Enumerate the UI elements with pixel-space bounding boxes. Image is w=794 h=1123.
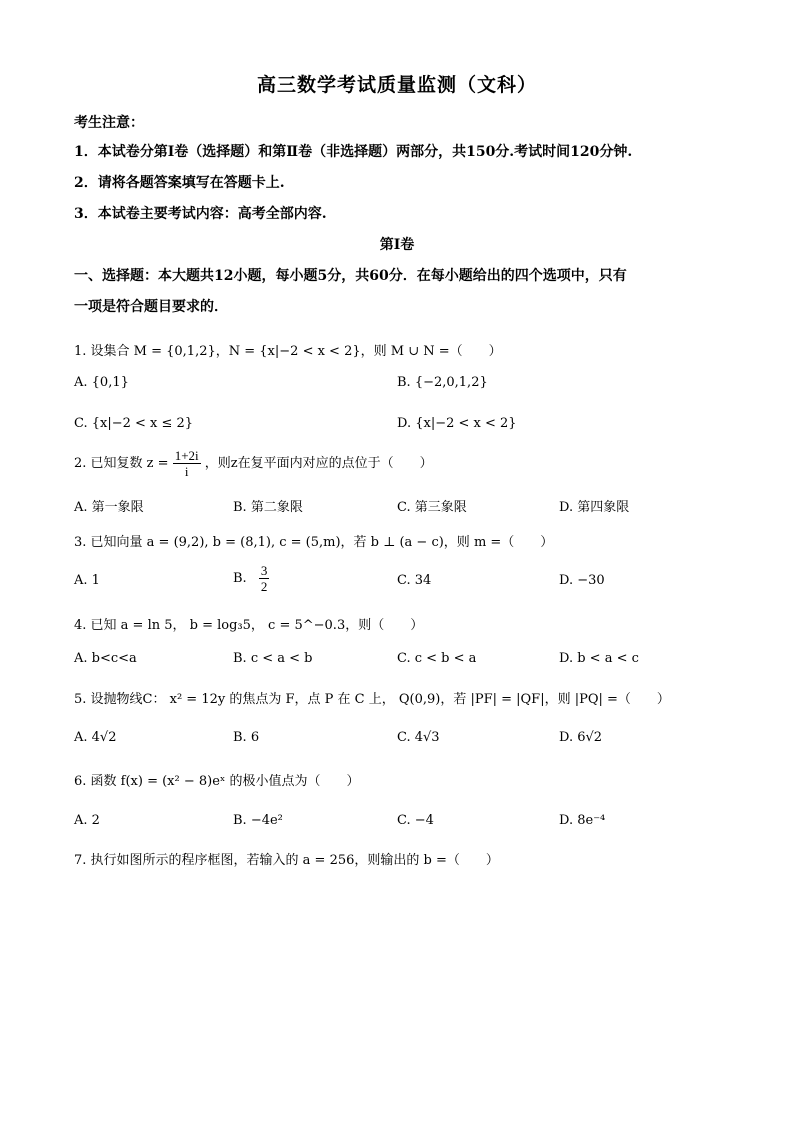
question-2-fraction <box>173 448 201 479</box>
question-2-frac-den: i <box>184 464 189 479</box>
question-6-option-d: D. 8e⁻⁴ <box>559 813 606 828</box>
question-6-stem: 6. 函数 f(x) = (x² − 8)eˣ 的极小值点为（ ） <box>74 774 360 789</box>
question-5-option-a: A. 4√2 <box>74 730 117 745</box>
part-title: 第Ⅰ卷 <box>379 237 415 253</box>
page-title: 高三数学考试质量监测（文科） <box>256 74 537 96</box>
question-6-option-b: B. −4e² <box>233 813 283 828</box>
question-2-stem-post: ，则z在复平面内对应的点位于（ ） <box>204 456 433 471</box>
question-3-option-b <box>233 563 269 594</box>
section-instruction-line2: 一项是符合题目要求的． <box>74 299 228 315</box>
question-6-option-a: A. 2 <box>74 813 100 828</box>
question-3-option-b-num: 3 <box>260 563 268 578</box>
question-3-option-b-fraction <box>259 563 270 594</box>
question-4-option-a: A. b<c<a <box>74 651 137 666</box>
question-4-stem: 4. 已知 a = ln 5， b = log₃5， c = 5^−0.3，则（ ） <box>74 618 424 633</box>
question-2-stem <box>74 448 433 479</box>
question-5-stem: 5. 设抛物线C： x² = 12y 的焦点为 F，点 P 在 C 上， Q(0,9)，若 |PF| = |QF|，则 |PQ| =（ ） <box>74 692 670 707</box>
question-3-stem: 3. 已知向量 a = (9,2), b = (8,1), c = (5,m)，若 b ⊥ (a − c)，则 m =（ ） <box>74 535 554 550</box>
question-2-frac-num: 1+2i <box>174 448 199 463</box>
section-instruction-line1: 一、选择题：本大题共12小题，每小题5分，共60分．在每小题给出的四个选项中，只有 <box>74 268 627 284</box>
notice-item-1: 1．本试卷分第Ⅰ卷（选择题）和第Ⅱ卷（非选择题）两部分，共150分.考试时间120分钟. <box>74 144 633 160</box>
notice-item-3: 3．本试卷主要考试内容：高考全部内容. <box>74 206 327 222</box>
question-3-option-d: D. −30 <box>559 573 605 588</box>
question-3-option-b-label: B. <box>233 571 247 586</box>
question-4-option-b: B. c < a < b <box>233 651 313 666</box>
question-2-option-d: D. 第四象限 <box>559 500 630 515</box>
question-1-option-b: B. {−2,0,1,2} <box>397 375 488 390</box>
question-2-option-b: B. 第二象限 <box>233 500 303 515</box>
notice-heading: 考生注意： <box>74 115 144 131</box>
question-1-option-a: A. {0,1} <box>74 375 129 390</box>
question-5-option-c: C. 4√3 <box>397 730 440 745</box>
question-3-option-a: A. 1 <box>74 573 100 588</box>
question-5-option-b: B. 6 <box>233 730 260 745</box>
question-5-option-d: D. 6√2 <box>559 730 603 745</box>
question-2-stem-pre: 2. 已知复数 z = <box>74 456 169 471</box>
question-4-option-d: D. b < a < c <box>559 651 639 666</box>
question-6-option-c: C. −4 <box>397 813 434 828</box>
question-1-option-d: D. {x|−2 < x < 2} <box>397 416 517 431</box>
question-2-option-c: C. 第三象限 <box>397 500 467 515</box>
question-3-option-c: C. 34 <box>397 573 432 588</box>
notice-item-2: 2．请将各题答案填写在答题卡上. <box>74 175 285 191</box>
question-2-option-a: A. 第一象限 <box>74 500 144 515</box>
question-7-stem: 7. 执行如图所示的程序框图，若输入的 a = 256，则输出的 b =（ ） <box>74 853 499 868</box>
question-4-option-c: C. c < b < a <box>397 651 477 666</box>
question-1-stem: 1. 设集合 M = {0,1,2}，N = {x|−2 < x < 2}，则 M ∪ N =（ ） <box>74 344 502 359</box>
question-3-option-b-den: 2 <box>260 579 268 594</box>
question-1-option-c: C. {x|−2 < x ≤ 2} <box>74 416 194 431</box>
